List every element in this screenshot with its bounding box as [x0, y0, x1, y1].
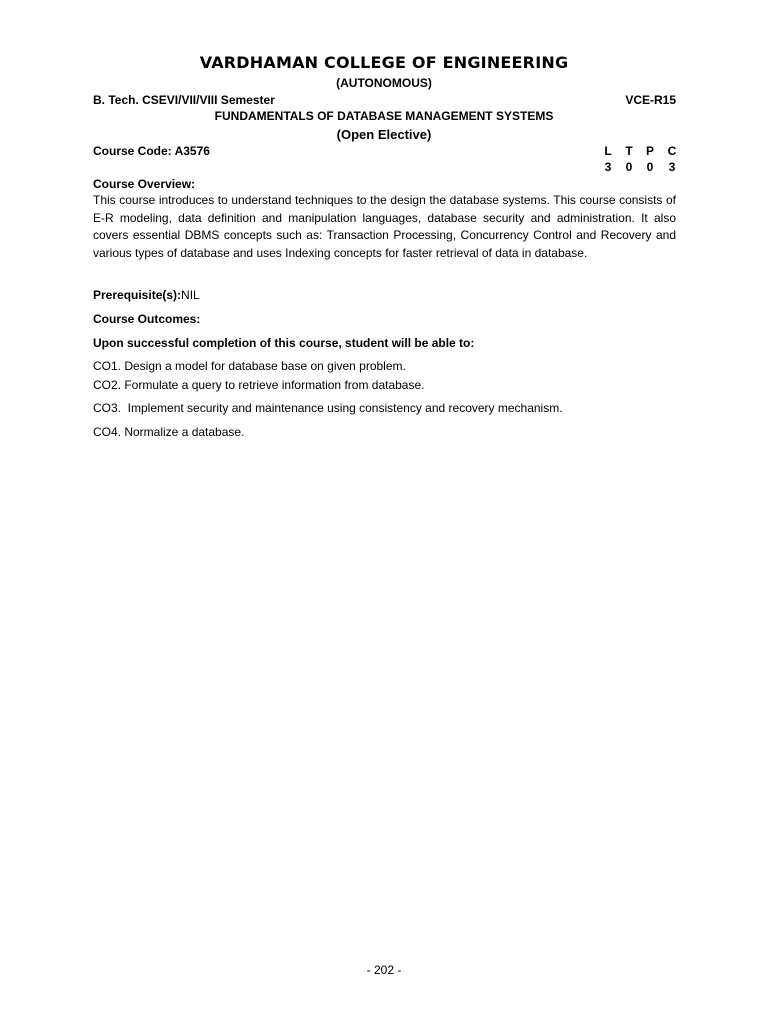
outcomes-intro: Upon successful completion of this course, student will be able to: — [93, 336, 475, 350]
course-code-row — [93, 144, 676, 158]
ltpc-value-t: 0 — [625, 160, 633, 174]
semester-row — [93, 93, 676, 107]
prerequisite-label: Prerequisite(s): — [93, 288, 182, 302]
college-name: VARDHAMAN COLLEGE OF ENGINEERING — [199, 53, 569, 72]
ltpc-value-l: 3 — [604, 160, 612, 174]
outcome-item-co1: CO1. Design a model for database base on given problem. — [93, 359, 406, 373]
overview-text: This course introduces to understand techniques to the design the database systems. This course consists of E-R modeling, data definition and manipulation languages, database security and administration. It also covers essential DBMS concepts such as: Transaction Processing, Concurrency Control and Recovery and various types of database and uses Indexing concepts for faster retrieval of data in database. — [93, 193, 676, 261]
ltpc-value-c: 3 — [668, 160, 676, 174]
ltpc-values-row — [600, 160, 680, 176]
regulation-label: VCE-R15 — [625, 93, 676, 107]
prerequisite-value: NIL — [181, 288, 200, 302]
outcome-item-co3: CO3. Implement security and maintenance using consistency and recovery mechanism. — [93, 401, 563, 415]
page-number: - 202 - — [366, 963, 402, 977]
autonomous-label: (AUTONOMOUS) — [336, 76, 432, 90]
prerequisite-line — [93, 288, 200, 302]
outcomes-heading: Course Outcomes: — [93, 312, 201, 326]
ltpc-header-l: L — [604, 144, 612, 158]
outcome-item-co4: CO4. Normalize a database. — [93, 425, 245, 439]
elective-label: (Open Elective) — [336, 127, 432, 142]
subject-title: FUNDAMENTALS OF DATABASE MANAGEMENT SYSTEMS — [214, 109, 554, 123]
outcome-item-co2: CO2. Formulate a query to retrieve information from database. — [93, 378, 425, 392]
ltpc-header-row — [600, 144, 680, 160]
ltpc-value-p: 0 — [646, 160, 654, 174]
ltpc-header-t: T — [625, 144, 633, 158]
semester-label: B. Tech. CSEVI/VII/VIII Semester — [93, 93, 275, 107]
overview-heading: Course Overview: — [93, 177, 196, 191]
ltpc-header-c: C — [667, 144, 677, 158]
ltpc-header-p: P — [645, 144, 654, 158]
course-code: Course Code: A3576 — [93, 144, 210, 158]
